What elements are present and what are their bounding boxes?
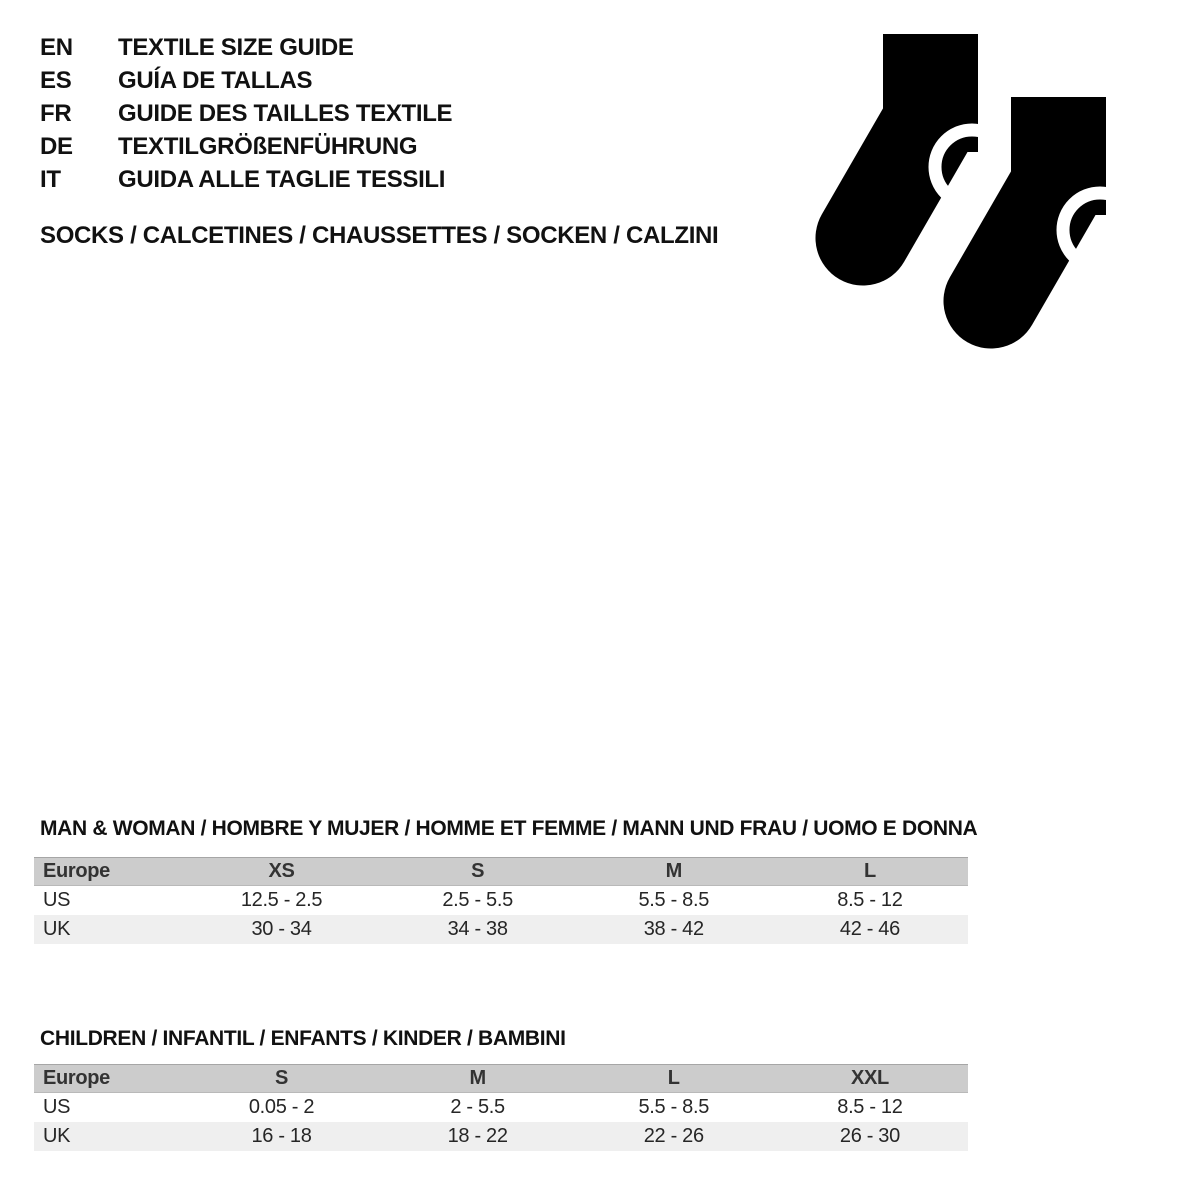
- row-label: UK: [34, 1122, 183, 1151]
- table-header-row: [34, 858, 968, 886]
- product-line-title: SOCKS / CALCETINES / CHAUSSETTES / SOCKEN / CALZINI: [40, 222, 719, 249]
- size-value: 22 - 26: [576, 1122, 772, 1151]
- column-header-region: Europe: [34, 1065, 183, 1093]
- column-header-region: Europe: [34, 858, 183, 886]
- language-code: FR: [40, 100, 72, 127]
- language-row-de: [40, 130, 452, 163]
- size-value: 18 - 22: [380, 1122, 576, 1151]
- size-value: 26 - 30: [772, 1122, 968, 1151]
- size-value: 2.5 - 5.5: [442, 888, 513, 911]
- size-value: 30 - 34: [183, 915, 379, 944]
- socks-icon: [815, 34, 1155, 352]
- table-row-us: [34, 1093, 968, 1122]
- language-row-es: [40, 64, 452, 97]
- column-header-size: L: [576, 1065, 772, 1093]
- language-code: EN: [40, 34, 73, 61]
- size-value: 8.5 - 12: [837, 1095, 903, 1118]
- row-label: US: [43, 1095, 71, 1118]
- language-legend: [40, 31, 452, 196]
- language-title: TEXTILGRÖßENFÜHRUNG: [118, 133, 418, 160]
- size-value: 12.5 - 2.5: [240, 888, 323, 911]
- language-row-it: [40, 163, 452, 196]
- sock-left: [863, 34, 1009, 238]
- column-header-size: S: [183, 1065, 379, 1093]
- column-header-size: XS: [183, 858, 379, 886]
- section-title-man-woman: MAN & WOMAN / HOMBRE Y MUJER / HOMME ET FEMME / MANN UND FRAU / UOMO E DONNA: [40, 817, 978, 840]
- column-header-size: M: [576, 858, 772, 886]
- table-row-uk: [34, 915, 968, 944]
- table-header-row: [34, 1065, 968, 1093]
- table-row-uk: [34, 1122, 968, 1151]
- size-value: 38 - 42: [576, 915, 772, 944]
- language-row-en: [40, 31, 452, 64]
- size-value: 0.05 - 2: [248, 1095, 315, 1118]
- size-value: 5.5 - 8.5: [638, 1095, 709, 1118]
- column-header-size: S: [380, 858, 576, 886]
- size-value: 42 - 46: [772, 915, 968, 944]
- column-header-size: L: [772, 858, 968, 886]
- language-title: GUIDE DES TAILLES TEXTILE: [118, 100, 453, 127]
- language-row-fr: [40, 97, 452, 130]
- language-code: ES: [40, 67, 72, 94]
- section-title-children: CHILDREN / INFANTIL / ENFANTS / KINDER / BAMBINI: [40, 1027, 566, 1050]
- size-value: 34 - 38: [380, 915, 576, 944]
- size-value: 5.5 - 8.5: [638, 888, 709, 911]
- column-header-size: M: [380, 1065, 576, 1093]
- language-title: GUÍA DE TALLAS: [118, 67, 313, 94]
- size-value: 2 - 5.5: [450, 1095, 505, 1118]
- column-header-size: XXL: [772, 1065, 968, 1093]
- table-row-us: [34, 886, 968, 915]
- size-table-children: [34, 1064, 968, 1151]
- language-title: GUIDA ALLE TAGLIE TESSILI: [118, 166, 446, 193]
- language-code: DE: [40, 133, 73, 160]
- row-label: US: [43, 888, 71, 911]
- language-title: TEXTILE SIZE GUIDE: [118, 34, 354, 61]
- size-value: 8.5 - 12: [837, 888, 903, 911]
- size-table-man-woman: [34, 857, 968, 944]
- row-label: UK: [34, 915, 183, 944]
- language-code: IT: [40, 166, 61, 193]
- sock-right: [991, 97, 1137, 301]
- size-value: 16 - 18: [183, 1122, 379, 1151]
